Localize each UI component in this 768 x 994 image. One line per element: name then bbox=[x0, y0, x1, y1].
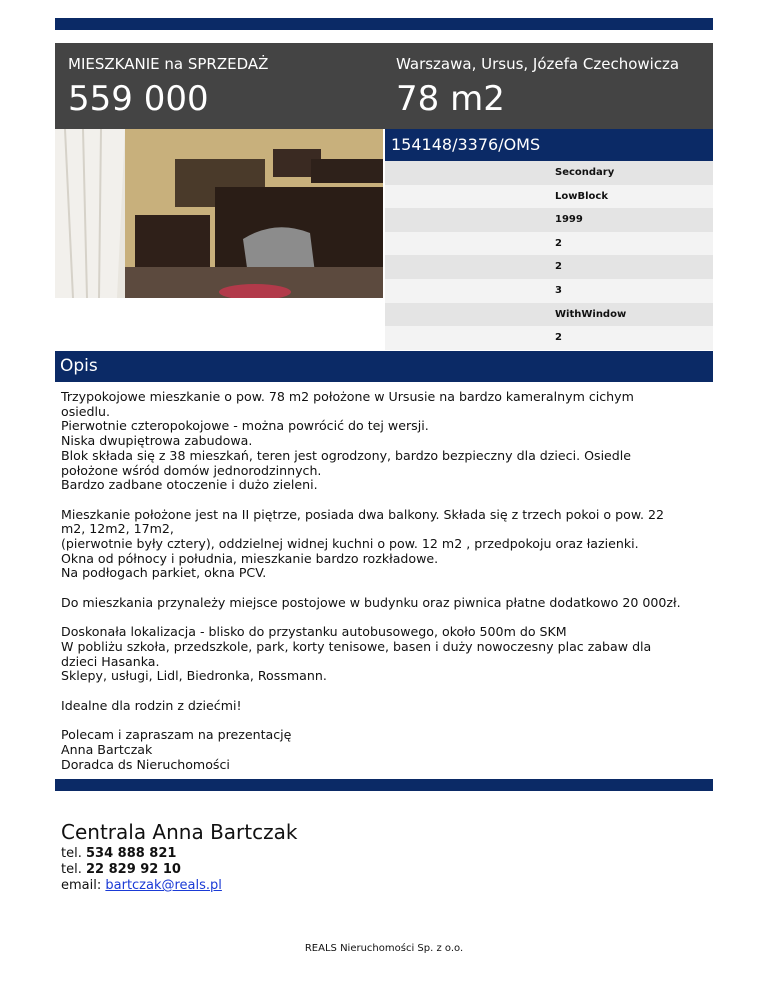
tel-label: tel. bbox=[61, 862, 82, 877]
description-paragraph: Polecam i zapraszam na prezentację Anna Bartczak Doradca ds Nieruchomości bbox=[61, 727, 292, 772]
description-paragraph: Doskonała lokalizacja - blisko do przystanku autobusowego, około 500m do SKM W pobliżu szkoła, przedszkole, park, korty tenisowe, basen i duży nowoczesny plac zabaw dla dzieci Hasanka. Sklepy, usługi, Lidl, Biedronka, Rossmann. bbox=[61, 624, 652, 684]
listing-area: 78 m2 bbox=[396, 79, 505, 119]
listing-location: Warszawa, Ursus, Józefa Czechowicza bbox=[396, 55, 680, 73]
contact-email bbox=[61, 878, 297, 894]
listing-price: 559 000 bbox=[68, 79, 209, 119]
property-floor: 2 bbox=[385, 232, 713, 256]
description-paragraph: Trzypokojowe mieszkanie o pow. 78 m2 położone w Ursusie na bardzo kameralnym cichym osiedlu. Pierwotnie czteropokojowe - można powrócić do tej wersji. Niska dwupiętrowa zabudowa. Blok składa się z 38 mieszkań, teren jest ogrodzony, bardzo bezpieczny dla dzieci. Osiedle położone wśród domów jednorodzinnych. Bardzo zadbane otoczenie i dużo zieleni. bbox=[61, 389, 634, 493]
property-balconies: 2 bbox=[385, 326, 713, 350]
property-floors-total: 2 bbox=[385, 255, 713, 279]
contact-phone-1 bbox=[61, 846, 297, 862]
top-accent-bar bbox=[55, 18, 713, 30]
contact-block bbox=[61, 820, 297, 894]
property-kitchen: WithWindow bbox=[385, 303, 713, 327]
property-building-type: LowBlock bbox=[385, 185, 713, 209]
listing-header bbox=[55, 43, 713, 129]
property-year-built: 1999 bbox=[385, 208, 713, 232]
email-link[interactable]: bartczak@reals.pl bbox=[105, 878, 222, 893]
offer-reference: 154148/3376/OMS bbox=[385, 129, 713, 161]
listing-type: MIESZKANIE na SPRZEDAŻ bbox=[68, 55, 269, 73]
description-paragraph: Idealne dla rodzin z dziećmi! bbox=[61, 697, 242, 713]
description-heading: Opis bbox=[55, 351, 713, 382]
description-paragraph: Do mieszkania przynależy miejsce postojowe w budynku oraz piwnica płatne dodatkowo 20 000zł. bbox=[61, 594, 681, 610]
phone-number: 534 888 821 bbox=[85, 846, 177, 861]
bottom-accent-bar bbox=[55, 779, 713, 791]
property-rooms: 3 bbox=[385, 279, 713, 303]
phone-number: 22 829 92 10 bbox=[85, 862, 181, 877]
apartment-photo bbox=[55, 129, 383, 298]
description-paragraph: Mieszkanie położone jest na II piętrze, posiada dwa balkony. Składa się z trzech pokoi o pow. 22 m2, 12m2, 17m2, (pierwotnie były cztery), oddzielnej widnej kuchni o pow. 12 m2 , przedpokoju oraz łazienki. Okna od północy i południa, mieszkanie bardzo rozkładowe. Na podłogach parkiet, okna PCV. bbox=[61, 506, 664, 581]
email-label: email: bbox=[61, 878, 102, 893]
company-footer: REALS Nieruchomości Sp. z o.o. bbox=[304, 943, 464, 954]
contact-phone-2 bbox=[61, 862, 297, 878]
property-market: Secondary bbox=[385, 161, 713, 185]
contact-name: Centrala Anna Bartczak bbox=[61, 820, 298, 844]
description-body bbox=[61, 390, 701, 787]
tel-label: tel. bbox=[61, 846, 82, 861]
property-details-list bbox=[385, 161, 713, 350]
